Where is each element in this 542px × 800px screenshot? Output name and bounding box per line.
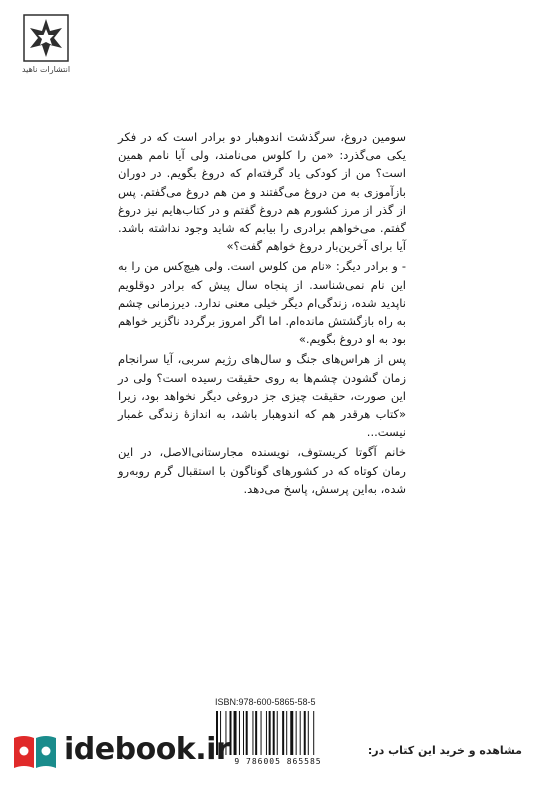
idebook-brand[interactable]: idebook.ir [64,732,231,767]
star-emblem-icon [23,14,69,62]
idebook-book-icon [12,732,58,772]
blurb-paragraph-3: پس از هراس‌های جنگ و سال‌های رژیم سربی، آیا سرانجام زمان گشودن چشم‌ها به روی حقیقت رسیده است؟ ولی در این صورت، حقیقت چیزی جز دروغی دیگر نخواهد بود، زیرا «کتاب هرقدر هم که اندوهبار باشد، به اندازهٔ زندگی غمبار نیست... [118,352,406,440]
back-cover-blurb [118,128,406,500]
blurb-paragraph-4: خانم آگوتا کریستوف، نویسنده مجارستانی‌الاصل، در این رمان کوتاه که در کشورهای گوناگون با استقبال گرم روبه‌رو شده، به‌این پرسش، پاسخ می‌دهد. [118,445,406,496]
idebook-watermark[interactable] [12,726,532,780]
blurb-paragraph-2: - و برادر دیگر: «نام من کلوس است. ولی هیچ‌کس من را به این نام نمی‌شناسد. از پنجاه سال پیش که برادر دوقلویم ناپدید شده، زندگی‌ام دیگر خیلی معنی ندارد. دیرزمانی چشم به راه بازگشتش مانده‌ام. اما اگر امروز برگردد ناگزیر خواهم بود به او دروغ بگویم.» [118,259,406,347]
publisher-logo [14,14,78,74]
barcode-digits: 9 786005 865585 [234,757,322,766]
blurb-paragraph-1: سومین دروغ، سرگذشت اندوهبار دو برادر است که در فکر یکی می‌گذرد: «من را کلوس می‌نامند، ولی آیا نامم همین است؟ من از کودکی یاد گرفته‌ام که دروغ بگویم. در دوران بازآموزی به من دروغ می‌گفتند و من هم دروغ می‌گفتم. پس از گذر از مرز کشورم هم دروغ گفتم و در کتاب‌هایم نیز دروغ گفتم. می‌خواهم برادری را بیابم که شاید وجود نداشته باشد. آیا برای آخرین‌بار دروغ خواهم گفت؟» [118,130,406,254]
publisher-name: انتشارات ناهید [21,65,71,74]
idebook-tagline: مشاهده و خرید این کتاب در: [367,744,522,757]
isbn-label: ISBN:978-600-5865-58-5 [215,697,316,707]
